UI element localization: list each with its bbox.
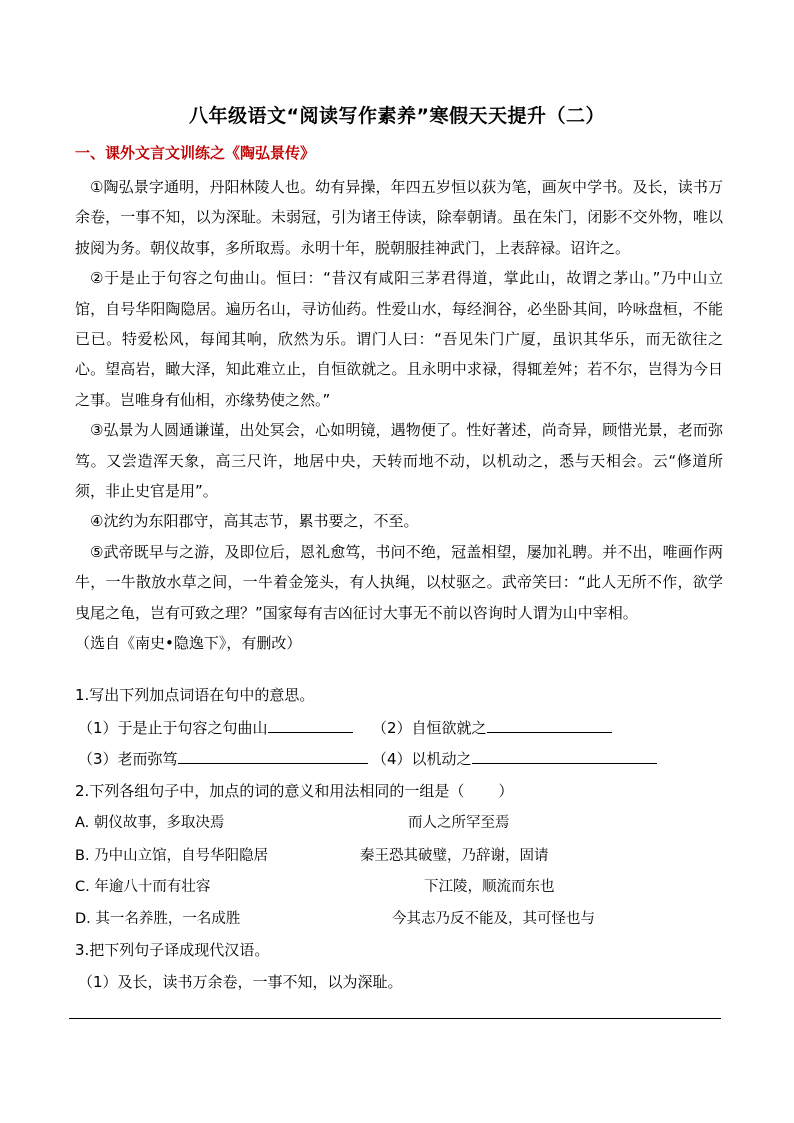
page-title: 八年级语文“阅读写作素养”寒假天天提升（二） [189,105,605,127]
option-b-left: B. 乃中山立馆，自号华阳隐居 [75,848,269,864]
question-3-stem: 3.把下列句子译成现代汉语。 [75,941,270,959]
answer-line[interactable] [69,1018,721,1019]
question-2-stem [75,780,513,801]
passage-paragraph-1: ①陶弘景字通明，丹阳林陵人也。幼有异操，年四五岁恒以荻为笔，画灰中学书。及长，读书万余卷，一事不知，以为深耻。未弱冠，引为诸王侍读，除奉朝请。虽在朱门，闭影不交外物，唯以披阅为务。朝仪故事，多所取焉。永明十年，脱朝服挂神武门，上表辞禄。诏许之。 [75,178,723,257]
option-d-right: 今其志乃反不能及，其可怪也与 [392,911,595,927]
passage-paragraph-3: ③弘景为人圆通谦谨，出处冥会，心如明镜，遇物便了。性好著述，尚奇异，顾惜光景，老而弥笃。又尝造浑天象，高三尺许，地居中央，天转而地不动，以机动之，悉与天相会。云“修道所须，非止史官是用”。 [75,421,723,501]
answer-blank-4[interactable] [472,749,657,764]
item-4-text: （4）以机动之 [372,750,472,768]
question-1-item-4 [372,748,657,769]
option-c-right: 下江陵，顺流而东也 [424,879,555,895]
passage-source: （选自《南史•隐逸下》，有删改） [75,634,302,653]
passage-paragraph-4: ④沈约为东阳郡守，高其志节，累书要之，不至。 [90,512,419,531]
classical-passage [75,172,723,659]
question-1-stem: 1.写出下列加点词语在句中的意思。 [75,686,315,704]
section-heading: 一、课外文言文训练之《陶弘景传》 [75,144,316,162]
question-1-item-1 [78,717,353,738]
answer-blank-2[interactable] [487,718,612,733]
question-1-item-3 [78,748,368,769]
question-2-text: 2.下列各组句子中，加点的词的意义和用法相同的一组是（ [75,782,465,800]
question-3-item-1: （1）及长，读书万余卷，一事不知，以为深耻。 [78,973,403,991]
option-a-left: A. 朝仪故事，多取决焉 [75,815,225,831]
item-1-text: （1）于是止于句容之句曲山 [78,719,268,737]
option-d-left: D. 其一名养胜，一名成胜 [75,911,241,927]
passage-paragraph-5: ⑤武帝既早与之游，及即位后，恩礼愈笃，书问不绝，冠盖相望，屡加礼聘。并不出，唯画作两牛，一牛散放水草之间，一牛着金笼头，有人执绳，以杖驱之。武帝笑曰：“此人无所不作，欲学曳尾之龟，岂有可致之理？”国家每有吉凶征讨大事无不前以咨询时人谓为山中宰相。 [75,542,723,622]
option-b-right: 秦王恐其破璧，乃辞谢，固请 [360,848,549,864]
answer-blank-3[interactable] [178,749,368,764]
option-a-right: 而人之所罕至焉 [408,815,510,831]
item-3-text: （3）老而弥笃 [78,750,178,768]
passage-paragraph-2: ②于是止于句容之句曲山。恒曰：“昔汉有咸阳三茅君得道，掌此山，故谓之茅山。”乃中山立馆，自号华阳陶隐居。遍历名山，寻访仙药。性爱山水，每经涧谷，必坐卧其间，吟咏盘桓，不能已已。特爱松风，每闻其响，欣然为乐。谓门人曰：“吾见朱门广厦，虽识其华乐，而无欲往之心。望高岩，瞰大泽，知此难立止，自恒欲就之。且永明中求禄，得辄差舛；若不尔，岂得为今日之事。岂唯身有仙相，亦缘势使之然。” [75,269,723,409]
answer-blank-1[interactable] [268,718,353,733]
question-2-close-paren: ） [498,782,514,800]
item-2-text: （2）自恒欲就之 [372,719,487,737]
question-1-item-2 [372,717,612,738]
option-c-left: C. 年逾八十而有壮容 [75,879,211,895]
